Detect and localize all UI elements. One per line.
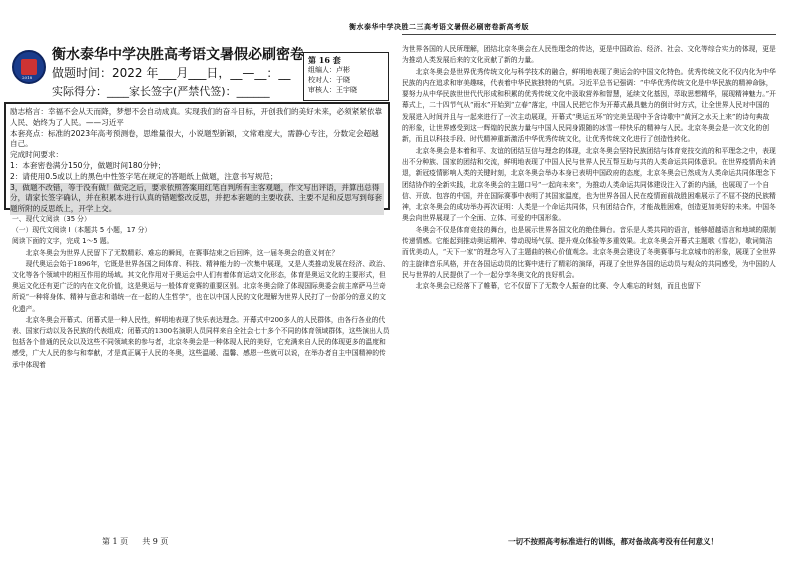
paragraph: 北京冬奥会是本着和平、友谊的团结互信与理念的体现，北京冬奥会坚持民族团结与体育竞技交流的和平理念之中，表现出不分种族、国家的团结和交流，鲜明地表现了中国人民与世界人民互帮互助与共的人类命运共同体意识。在世界疫情尚未消退，新冠疫情影响人类的关键时刻，北京冬奥会举办本身已表明中国政府的态度，北京冬奥会已然成为人类命运共同体理念下团结协作的全新实践，北京冬奥会的主题口号“一起向未来”，为推动人类命运共同体建设注入了新的内涵，也展现了一个自信、开放、包容的中国，并在国际赛事中表明了其国家温度，也为世界各国人民在疫情面前战胜困难展示了不屈不挠的民族精神，北京冬奥会的成功举办再次证明：人类是一个命运共同体，只有团结合作，才能战胜困难，创造更加美好的未来。中国冬奥会向世界展现了一个全面、立体、可爱的中国形象。 — [402, 146, 776, 223]
school-logo-icon — [12, 50, 46, 84]
reading-instruction: 阅读下面的文字，完成 1～5 题。 — [12, 237, 114, 246]
logo-book-icon — [21, 59, 37, 75]
section-heading: 一、现代文阅读（35 分） — [12, 215, 91, 223]
set-info-box — [303, 52, 389, 101]
paragraph: 为世界各国的人民所理解，团结北京冬奥会在人民性理念的传达，更是中国政治、经济、社会、文化等综合实力的体现，更是为推动人类发展后来的文化贡献了新的力量。 — [402, 45, 776, 65]
footer-slogan: 一切不按照高考标准进行的训练，都对备战高考没有任何意义！ — [508, 537, 718, 546]
paragraph: 北京冬奥会开幕式、闭幕式是一种人民性，鲜明地表现了快乐表达理念。开幕式中200多人的人民群体，由各行各业的代表、国家行动以及各民族的代表组成；闭幕式的1300名演职人员同样来自全社会七十多个不同的体育领域群体，这些演出人员包括各个普通的民众以及这些不同领域来的参与者，北京冬奥会是一种体现人民的美好，它充满来自人民的体现更多的温度和感受，广大人民的参与和奉献，才是真正属于人民的冬奥，这些温暖、温馨、感恩一些就可以说，在举办者自主中国精神的传承中体现着 — [12, 315, 390, 369]
right-body-text — [402, 44, 776, 293]
highlight-desc: 本套亮点：标准的2023年高考预测卷，思维量很大，小说题型新颖，文常难度大，需静心专注，分数定会超越自己。 — [10, 128, 379, 149]
score-line: 实际得分：____家长签字(严禁代签)：______ — [52, 85, 270, 98]
editor: 组编人：卢彬 — [308, 66, 350, 74]
page-number: 第 1 页 — [102, 537, 129, 546]
paragraph: 现代奥运会始于1896年，它既是世界各国之间体育、科技、精神能力的一次集中展现，又是人类推动发展在经济、政治、文化等各个领域中的相互作用的场域。其文化作用对于奥运会中人们有着体育运动文化形态，体育是奥运文化的主要形式，但奥运文化还有更广泛的内在文化价值，这是奥运与一般体育竞赛的重要区别。北京冬奥会除了体现国际奥委会前主席萨马兰奇所说“一种将身体、精神与意志和谐统一在一起的人生哲学”，也在以中国人民的文化理解为世界人民打了一份部分的意义的文化遗产。 — [12, 259, 390, 313]
requirement-1: 1：本套密卷满分150分，做题时间180分钟； — [10, 160, 166, 170]
exam-title: 衡水泰华中学决胜高考语文暑假必刷密卷 — [52, 47, 304, 63]
intro-box — [4, 102, 390, 214]
set-number: 第 16 套 — [308, 55, 341, 65]
time-line: 做题时间：2022 年___月___日，__—__：__ — [52, 66, 291, 80]
left-body-text — [12, 214, 390, 371]
paragraph: 北京冬奥会是世界优秀传统文化与科学技术的融合，鲜明地表现了奥运会的中国文化特色。优秀传统文化不仅内化为中华民族的内在追求和审美趣味，代表着中华民族独特的气质。习近平总书记强调：“中华优秀传统文化是中华民族的精神命脉，要努力从中华民族世世代代形成和积累的优秀传统文化中汲取营养和智慧，延续文化基因，萃取思想精华，展现精神魅力。”开幕式上，二十四节气从“雨水”开始到“立春”落定，中国人民把它作为开幕式最具魅力的倒计时方式，让全世界人民对中国的发展进入时间并且与一起来进行了一次主动展现，开幕式“奥运五环”的完美呈现中予含诗歌中“黄河之水天上来”的诗句典故的形象，让世界感受到这一辉煌的民族力量与中国人民同身跟随的冰雪一样快乐的精神与人民。北京冬奥会是一次文化的创新，而且以科技手段、时代精神重新激活中华优秀传统文化，让优秀传统文化进行了创造性转化。 — [402, 67, 776, 144]
logo-year: 2018 — [22, 75, 33, 80]
requirement-3: 3，做题不改错，等于没有做！做完之后，要求依照答案用红笔自判所有主客观题，作文写出评语，并算出总得分，请家长签字确认，并在积累本进行认真的错题整改反思，并把本套题的主要收获、主要不足和反思写到每套题所附的反思纸上，开学上交。 — [10, 182, 383, 214]
paragraph: 北京冬奥会为世界人民留下了无数精彩、难忘的瞬间，在赛事结束之后回眸，这一届冬奥会的意义何在？ — [25, 248, 339, 257]
reviewer: 审核人：王宇晓 — [308, 86, 357, 94]
motto: 励志格言：幸福不会从天而降，梦想不会自动成真。实现我们的奋斗目标，开创我们的美好未来，必须紧紧依靠人民、始终为了人民。——习近平 — [10, 107, 383, 127]
requirement-2: 2：请使用0.5或以上的黑色中性签字笔在规定的答题纸上做题，注意书写规范； — [10, 171, 278, 181]
paragraph: 北京冬奥会已经落下了帷幕，它不仅留下了无数令人振奋的比赛、令人难忘的时刻，而且也留下 — [415, 282, 702, 291]
page-footer — [102, 536, 168, 547]
page-total: 共 9 页 — [142, 537, 169, 546]
requirements-title: 完成时间要求： — [10, 150, 64, 160]
running-head: 衡水泰华中学决胜二三高考语文暑假必刷密卷新高考版 — [349, 22, 529, 31]
proofreader: 校对人：于晓 — [308, 76, 350, 84]
running-rule — [402, 34, 776, 35]
subsection-heading: （一）现代文阅读 I（本题共 5 小题，17 分） — [12, 226, 152, 235]
paragraph: 冬奥会不仅是体育竞技的舞台，也是展示世界各国文化的绝佳舞台。音乐是人类共同的语言，能够超越语言和地域的限制传递情感。它能起到推动奥运精神、带动现场气氛、提升观众体验等多重效果。北京冬奥会开幕式主题歌《雪花》，歌词简洁而优美动人，“天下一家”的理念写入了主题曲的核心价值观念。北京冬奥会建设了冬奥赛事与北京城市的形象，展现了全世界的主旋律音乐风格，并在各国运动员的比赛中进行了精彩的演绎，再现了全世界各国的运动员与观众的共同感受，为中国的人民与世界的人民提供了一个一起分享冬奥文化的良好机会。 — [402, 225, 776, 279]
